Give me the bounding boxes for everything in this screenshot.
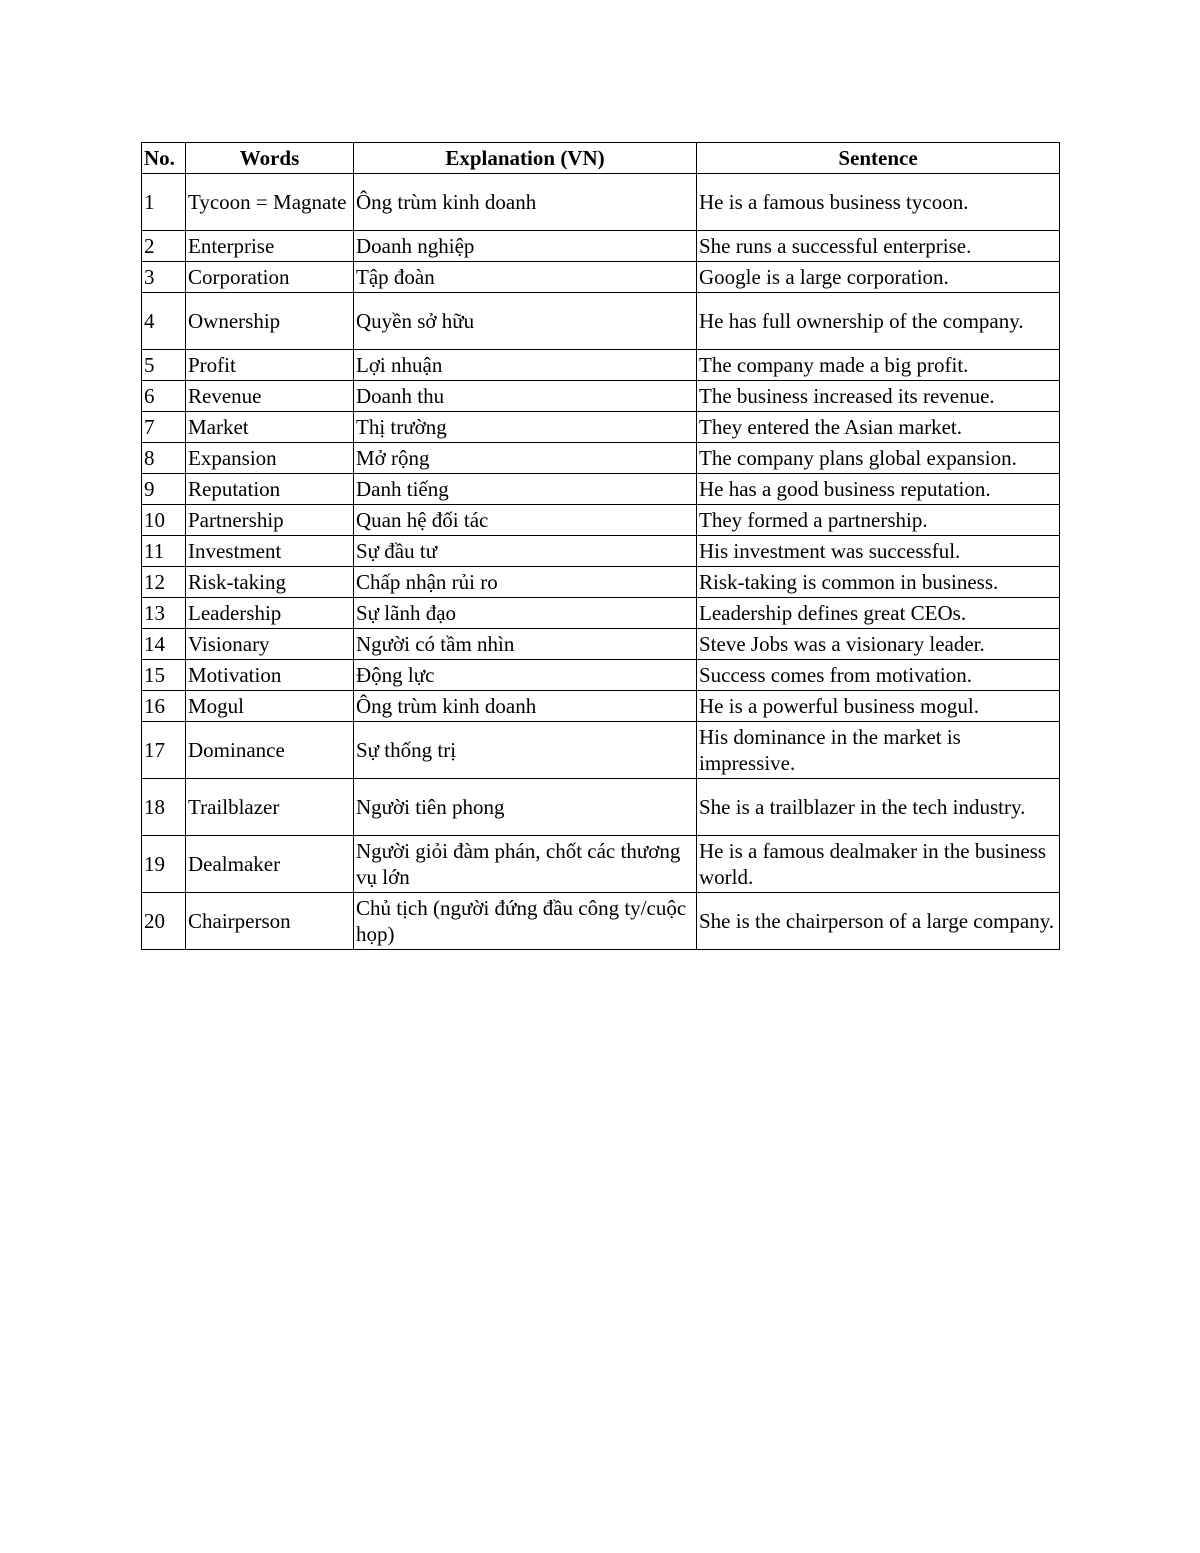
- cell-word: Ownership: [186, 293, 354, 350]
- cell-no: 16: [142, 691, 186, 722]
- cell-explanation: Sự đầu tư: [354, 536, 697, 567]
- table-row: [142, 505, 1060, 536]
- cell-no: 20: [142, 893, 186, 950]
- cell-sentence: Google is a large corporation.: [697, 262, 1060, 293]
- cell-word: Mogul: [186, 691, 354, 722]
- table-row: [142, 443, 1060, 474]
- cell-explanation: Chủ tịch (người đứng đầu công ty/cuộc họp): [354, 893, 697, 950]
- cell-explanation: Quan hệ đối tác: [354, 505, 697, 536]
- table-header-row: [142, 143, 1060, 174]
- table-row: [142, 381, 1060, 412]
- cell-no: 12: [142, 567, 186, 598]
- table-row: [142, 262, 1060, 293]
- cell-no: 6: [142, 381, 186, 412]
- cell-sentence: The business increased its revenue.: [697, 381, 1060, 412]
- cell-no: 5: [142, 350, 186, 381]
- header-words: Words: [186, 143, 354, 174]
- cell-word: Revenue: [186, 381, 354, 412]
- cell-explanation: Ông trùm kinh doanh: [354, 174, 697, 231]
- cell-explanation: Sự lãnh đạo: [354, 598, 697, 629]
- cell-explanation: Tập đoàn: [354, 262, 697, 293]
- cell-sentence: Success comes from motivation.: [697, 660, 1060, 691]
- cell-word: Profit: [186, 350, 354, 381]
- cell-word: Chairperson: [186, 893, 354, 950]
- cell-no: 9: [142, 474, 186, 505]
- table-row: [142, 691, 1060, 722]
- cell-sentence: They formed a partnership.: [697, 505, 1060, 536]
- cell-no: 13: [142, 598, 186, 629]
- cell-sentence: The company plans global expansion.: [697, 443, 1060, 474]
- cell-word: Motivation: [186, 660, 354, 691]
- table-row: [142, 567, 1060, 598]
- cell-explanation: Doanh nghiệp: [354, 231, 697, 262]
- cell-word: Expansion: [186, 443, 354, 474]
- cell-no: 15: [142, 660, 186, 691]
- cell-word: Partnership: [186, 505, 354, 536]
- cell-word: Tycoon = Magnate: [186, 174, 354, 231]
- table-row: [142, 536, 1060, 567]
- table-row: [142, 174, 1060, 231]
- cell-explanation: Thị trường: [354, 412, 697, 443]
- cell-sentence: The company made a big profit.: [697, 350, 1060, 381]
- vocabulary-table: [141, 142, 1060, 950]
- cell-sentence: His dominance in the market is impressive.: [697, 722, 1060, 779]
- cell-word: Market: [186, 412, 354, 443]
- cell-no: 10: [142, 505, 186, 536]
- table-row: [142, 629, 1060, 660]
- cell-sentence: He has full ownership of the company.: [697, 293, 1060, 350]
- table-row: [142, 893, 1060, 950]
- cell-word: Reputation: [186, 474, 354, 505]
- cell-explanation: Danh tiếng: [354, 474, 697, 505]
- cell-word: Trailblazer: [186, 779, 354, 836]
- cell-sentence: Leadership defines great CEOs.: [697, 598, 1060, 629]
- cell-sentence: She is a trailblazer in the tech industry.: [697, 779, 1060, 836]
- cell-word: Dealmaker: [186, 836, 354, 893]
- cell-explanation: Người có tầm nhìn: [354, 629, 697, 660]
- cell-sentence: He has a good business reputation.: [697, 474, 1060, 505]
- table-body: [142, 174, 1060, 950]
- table-row: [142, 474, 1060, 505]
- cell-no: 18: [142, 779, 186, 836]
- header-no: No.: [142, 143, 186, 174]
- cell-word: Investment: [186, 536, 354, 567]
- cell-sentence: They entered the Asian market.: [697, 412, 1060, 443]
- cell-no: 1: [142, 174, 186, 231]
- cell-explanation: Chấp nhận rủi ro: [354, 567, 697, 598]
- table-row: [142, 660, 1060, 691]
- header-explanation: Explanation (VN): [354, 143, 697, 174]
- cell-explanation: Lợi nhuận: [354, 350, 697, 381]
- cell-word: Leadership: [186, 598, 354, 629]
- cell-no: 7: [142, 412, 186, 443]
- cell-explanation: Quyền sở hữu: [354, 293, 697, 350]
- table-row: [142, 412, 1060, 443]
- table-row: [142, 598, 1060, 629]
- table-row: [142, 779, 1060, 836]
- table-row: [142, 293, 1060, 350]
- cell-sentence: She runs a successful enterprise.: [697, 231, 1060, 262]
- table-row: [142, 231, 1060, 262]
- cell-word: Visionary: [186, 629, 354, 660]
- cell-explanation: Người tiên phong: [354, 779, 697, 836]
- cell-explanation: Doanh thu: [354, 381, 697, 412]
- cell-sentence: He is a famous business tycoon.: [697, 174, 1060, 231]
- cell-word: Corporation: [186, 262, 354, 293]
- header-sentence: Sentence: [697, 143, 1060, 174]
- cell-word: Risk-taking: [186, 567, 354, 598]
- cell-word: Dominance: [186, 722, 354, 779]
- cell-explanation: Người giỏi đàm phán, chốt các thương vụ lớn: [354, 836, 697, 893]
- table-row: [142, 350, 1060, 381]
- cell-explanation: Sự thống trị: [354, 722, 697, 779]
- cell-no: 14: [142, 629, 186, 660]
- cell-no: 4: [142, 293, 186, 350]
- cell-no: 2: [142, 231, 186, 262]
- cell-sentence: Steve Jobs was a visionary leader.: [697, 629, 1060, 660]
- cell-no: 17: [142, 722, 186, 779]
- table-row: [142, 836, 1060, 893]
- cell-word: Enterprise: [186, 231, 354, 262]
- cell-sentence: Risk-taking is common in business.: [697, 567, 1060, 598]
- cell-sentence: She is the chairperson of a large company.: [697, 893, 1060, 950]
- cell-explanation: Mở rộng: [354, 443, 697, 474]
- table-row: [142, 722, 1060, 779]
- cell-sentence: He is a famous dealmaker in the business world.: [697, 836, 1060, 893]
- cell-explanation: Ông trùm kinh doanh: [354, 691, 697, 722]
- cell-no: 11: [142, 536, 186, 567]
- cell-no: 3: [142, 262, 186, 293]
- cell-explanation: Động lực: [354, 660, 697, 691]
- cell-no: 8: [142, 443, 186, 474]
- cell-sentence: He is a powerful business mogul.: [697, 691, 1060, 722]
- cell-no: 19: [142, 836, 186, 893]
- cell-sentence: His investment was successful.: [697, 536, 1060, 567]
